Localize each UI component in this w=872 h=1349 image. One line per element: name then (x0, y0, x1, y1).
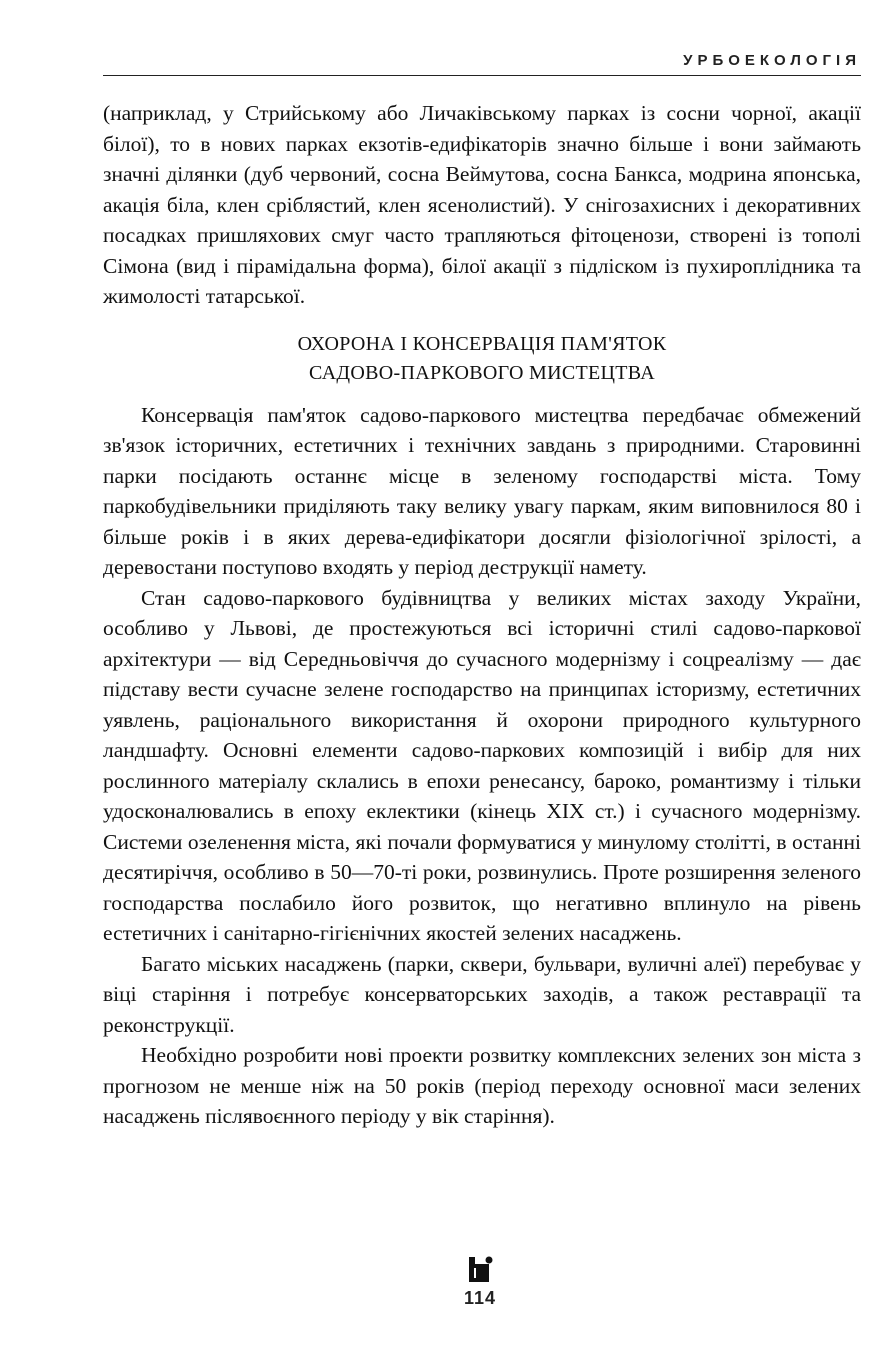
header-rule (103, 75, 861, 76)
paragraph-2: Стан садово-паркового будівництва у великих містах заходу України, особливо у Львові, де простежуються всі історичні стилі садово-паркової архітектури — від Середньовіччя до сучасного модернізму і соцреалізму — дає підставу вести сучасне зелене господарство на принципах історизму, естетичних уявлень, раціонального використання й охорони природного культурного ландшафту. Основні елементи садово-паркових композицій і вибір для них рослинного матеріалу склались в епохи ренесансу, бароко, романтизму і тільки удосконалювались в епоху еклектики (кінець XIX ст.) і сучасного модернізму. Системи озеленення міста, які почали формуватися у минулому столітті, в останні десятиріччя, особливо в 50—70-ті роки, розвинулись. Проте розширення зеленого господарства послабило його розвиток, що негативно вплинуло на рівень естетичних і санітарно-гігієнічних якостей зелених насаджень. (103, 585, 861, 945)
publisher-mark-icon (465, 1254, 495, 1284)
paragraph-4: Необхідно розробити нові проекти розвитку комплексних зелених зон міста з прогнозом не менше ніж на 50 років (період переходу основної маси зелених насаджень післявоєнного періоду у вік старіння). (103, 1043, 861, 1128)
section-title (103, 330, 861, 388)
running-title: УРБОЕКОЛОГІЯ (683, 52, 861, 69)
section-title-line-1: ОХОРОНА І КОНСЕРВАЦІЯ ПАМ'ЯТОК (297, 332, 667, 355)
paragraph-3: Багато міських насаджень (парки, сквери, бульвари, вуличні алеї) перебуває у віці старіння і потребує консерваторських заходів, а також реставрації та реконструкції. (103, 951, 861, 1037)
page-number: 114 (463, 1288, 497, 1308)
section-title-line-2: САДОВО-ПАРКОВОГО МИСТЕЦТВА (309, 361, 655, 384)
page-text (103, 98, 861, 1132)
paragraph-1: Консервація пам'яток садово-паркового мистецтва передбачає обмежений зв'язок історичних, естетичних і технічних завдань з природними. Старовинні парки посідають останнє місце в зеленому господарстві міста. Тому паркобудівельники приділяють таку велику увагу паркам, яким виповнилося 80 і більше років і в яких дерева-едифікатори досягли фізіологічної зрілості, а деревостани поступово входять у період деструкції намету. (103, 402, 861, 579)
opening-paragraph: (наприклад, у Стрийському або Личаківському парках із сосни чорної, акації білої), то в нових парках екзотів-едифікаторів значно більше і вони займають значні ділянки (дуб червоний, сосна Веймутова, сосна Банкса, модрина японська, акація біла, клен сріблястий, клен ясенолистий). У снігозахисних і декоративних посадках пришляхових смуг часто трапляються фітоценози, створені із тополі Сімона (вид і пірамідальна форма), білої акації з підліском із пухироплідника та жимолості татарської. (103, 101, 861, 308)
